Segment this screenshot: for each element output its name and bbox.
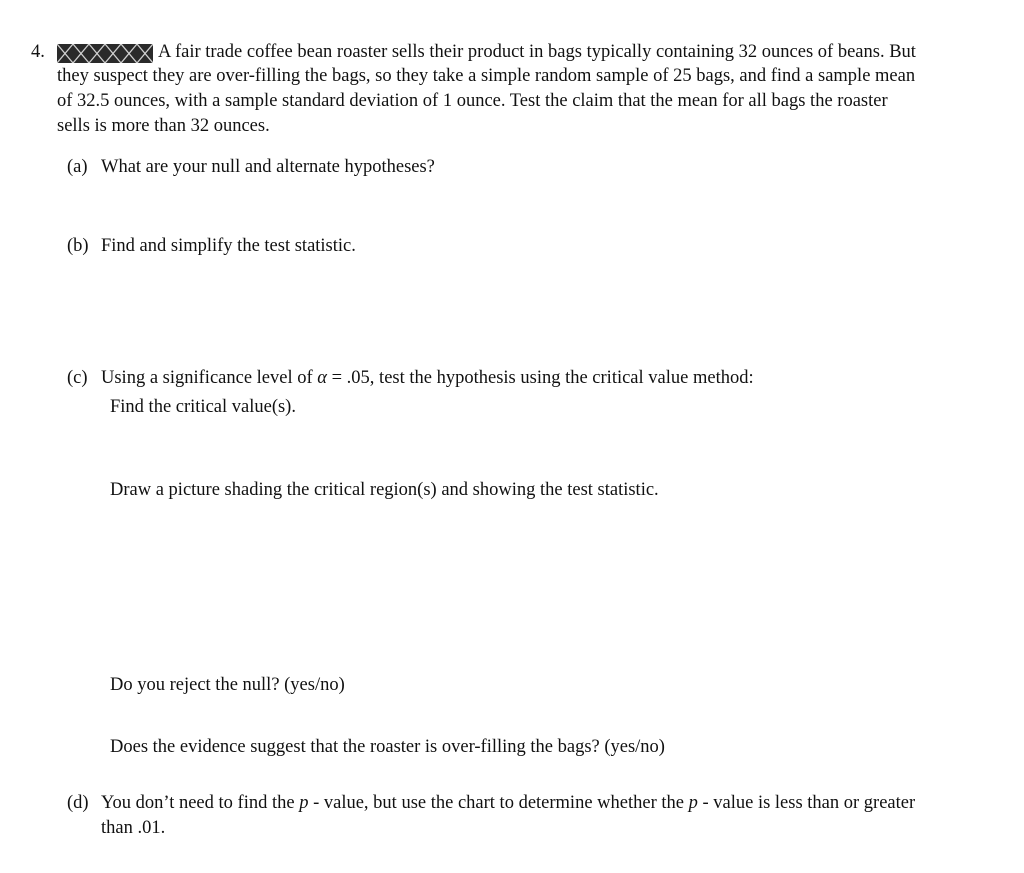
part-d-seg3: - value is less than or greater	[697, 793, 916, 813]
alpha-symbol: α	[317, 368, 327, 388]
problem-number: 4.	[31, 42, 45, 62]
redaction-block	[57, 44, 153, 63]
part-c-label: (c)	[67, 368, 88, 388]
part-c-reject-null: Do you reject the null? (yes/no)	[110, 675, 345, 695]
part-d-seg2: - value, but use the chart to determine whether the	[308, 793, 689, 813]
p-symbol-2: p	[688, 793, 698, 813]
redaction-pattern-icon	[57, 44, 153, 63]
part-c-question	[101, 368, 754, 389]
part-c-evidence: Does the evidence suggest that the roaster is over-filling the bags? (yes/no)	[110, 737, 665, 757]
part-d-question	[101, 793, 915, 814]
part-a-question: What are your null and alternate hypotheses?	[101, 157, 435, 177]
prompt-line-3: of 32.5 ounces, with a sample standard deviation of 1 ounce. Test the claim that the mean for all bags the roaster	[57, 91, 888, 111]
part-c-text-before: Using a significance level of	[101, 368, 318, 388]
prompt-line-4: sells is more than 32 ounces.	[57, 116, 270, 136]
p-symbol-1: p	[299, 793, 309, 813]
part-d-label: (d)	[67, 793, 89, 813]
part-b-question: Find and simplify the test statistic.	[101, 236, 356, 256]
part-c-critical-values: Find the critical value(s).	[110, 397, 296, 417]
prompt-line-1: A fair trade coffee bean roaster sells their product in bags typically containing 32 ounces of beans. But	[158, 42, 916, 62]
part-c-text-after: = .05, test the hypothesis using the critical value method:	[327, 368, 754, 388]
part-c-draw-picture: Draw a picture shading the critical region(s) and showing the test statistic.	[110, 480, 659, 500]
prompt-line-2: they suspect they are over-filling the bags, so they take a simple random sample of 25 bags, and find a sample mean	[57, 66, 916, 86]
part-d-seg1: You don’t need to find the	[101, 793, 300, 813]
part-d-line2: than .01.	[101, 818, 166, 838]
part-b-label: (b)	[67, 236, 89, 256]
part-a-label: (a)	[67, 157, 88, 177]
